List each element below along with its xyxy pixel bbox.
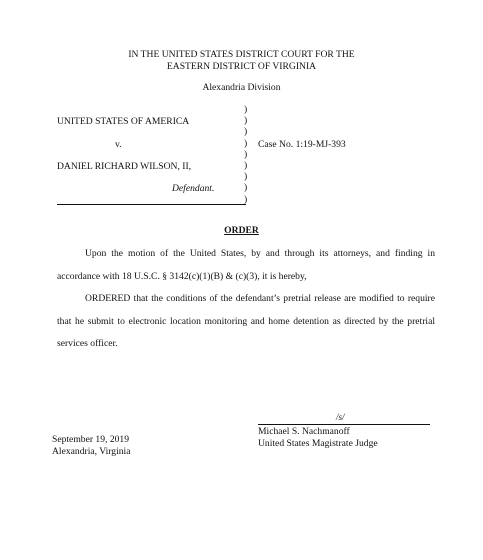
paren: ) (244, 193, 248, 205)
paren: ) (244, 171, 248, 183)
paragraph-motion: Upon the motion of the United States, by and through its attorneys, and finding in accordance with 18 U.S.C. § 3142(c)(1)(B) & (c)(3), it is hereby, (57, 248, 435, 282)
signature-mark: /s/ (336, 412, 345, 422)
signature-line (258, 424, 430, 425)
versus-label: v. (115, 139, 122, 150)
paragraph-ordered: ORDERED that the conditions of the defendant’s pretrial release are modified to require that he submit to electronic location monitoring and home detention as directed by the pretrial services officer. (57, 293, 435, 349)
paren: ) (244, 148, 248, 160)
order-date: September 19, 2019 (52, 434, 130, 445)
caption-underline (57, 204, 246, 205)
paren: ) (244, 126, 248, 138)
division-label: Alexandria Division (202, 82, 281, 93)
judge-name: Michael S. Nachmanoff (258, 426, 350, 437)
defendant-name: DANIEL RICHARD WILSON, II, (57, 161, 192, 172)
paren: ) (244, 160, 248, 172)
order-place: Alexandria, Virginia (52, 446, 131, 457)
court-heading (0, 49, 483, 73)
paren: ) (244, 115, 248, 127)
paren: ) (244, 104, 248, 115)
court-heading-line1: IN THE UNITED STATES DISTRICT COURT FOR THE (128, 49, 355, 60)
judge-title: United States Magistrate Judge (258, 438, 378, 449)
paren: ) (244, 182, 248, 194)
case-number: Case No. 1:19-MJ-393 (258, 139, 346, 150)
paren: ) (244, 137, 248, 149)
order-title: ORDER (224, 225, 259, 236)
court-heading-line2: EASTERN DISTRICT OF VIRGINIA (166, 61, 317, 72)
defendant-role: Defendant. (172, 183, 215, 194)
caption-parens (244, 104, 247, 205)
plaintiff-name: UNITED STATES OF AMERICA (57, 116, 190, 127)
